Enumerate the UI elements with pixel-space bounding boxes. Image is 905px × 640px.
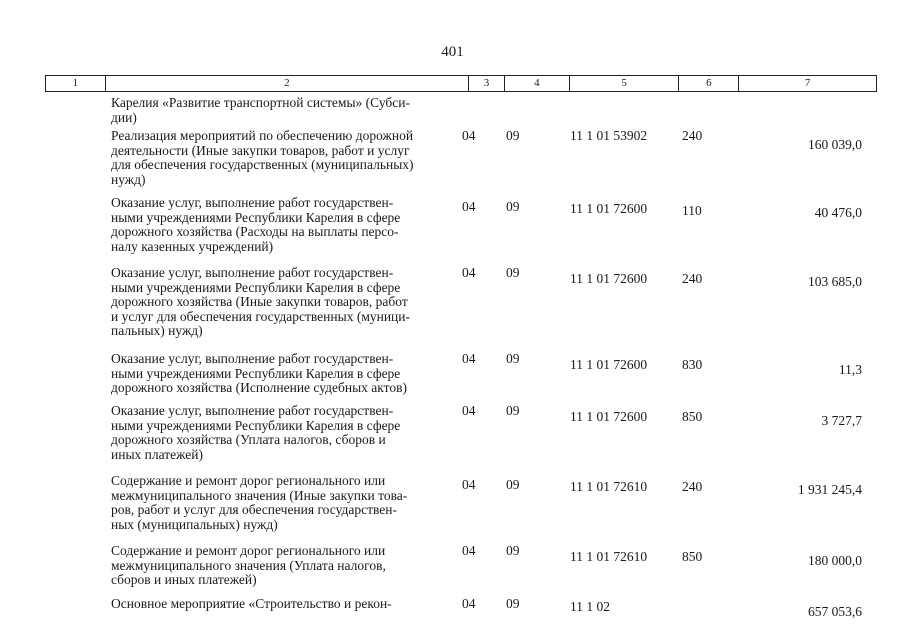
table-header-row: [45, 75, 877, 92]
row-name: Оказание услуг, выполнение работ государствен- ными учреждениями Республики Карелия в сфере дорожного хозяйства (Иные закупки товаров, работ и услуг для обеспечения государственных (муници- пальных) нужд): [111, 265, 411, 338]
row-amount: 160 039,0: [808, 137, 862, 152]
row-target-code: 11 1 02: [570, 599, 610, 614]
row-section: 04: [462, 265, 476, 280]
row-expense-type: 850: [682, 409, 703, 424]
row-subsection: 09: [506, 543, 520, 558]
row-name: Основное мероприятие «Строительство и рекон-: [111, 596, 392, 611]
row-name: Содержание и ремонт дорог регионального или межмуниципального значения (Уплата налогов, сборов и иных платежей): [111, 543, 386, 587]
row-expense-type: 850: [682, 549, 703, 564]
row-section: 04: [462, 403, 476, 418]
header-col-2: 2: [106, 76, 469, 91]
row-subsection: 09: [506, 199, 520, 214]
header-col-1: 1: [46, 76, 106, 91]
row-target-code: 11 1 01 72600: [570, 201, 648, 216]
row-expense-type: 110: [682, 203, 702, 218]
header-col-3: 3: [469, 76, 505, 91]
header-col-5: 5: [570, 76, 680, 91]
row-expense-type: 830: [682, 357, 703, 372]
row-target-code: 11 1 01 72600: [570, 409, 648, 424]
row-amount: 40 476,0: [814, 205, 862, 220]
row-target-code: 11 1 01 72610: [570, 549, 648, 564]
row-section: 04: [462, 596, 476, 611]
row-expense-type: 240: [682, 128, 703, 143]
row-expense-type: 240: [682, 271, 703, 286]
row-subsection: 09: [506, 477, 520, 492]
row-target-code: 11 1 01 72600: [570, 271, 648, 286]
row-section: 04: [462, 543, 476, 558]
row-name: Реализация мероприятий по обеспечению дорожной деятельности (Иные закупки товаров, работ и услуг для обеспечения государственных (муниципальных) нужд): [111, 128, 414, 187]
row-amount: 3 727,7: [821, 413, 862, 428]
row-name: Карелия «Развитие транспортной системы» (Субси- дии): [111, 95, 410, 125]
row-section: 04: [462, 351, 476, 366]
header-col-4: 4: [505, 76, 570, 91]
row-name: Оказание услуг, выполнение работ государствен- ными учреждениями Республики Карелия в сфере дорожного хозяйства (Исполнение судебных актов): [111, 351, 407, 395]
row-subsection: 09: [506, 596, 520, 611]
row-amount: 657 053,6: [808, 604, 862, 619]
row-subsection: 09: [506, 351, 520, 366]
row-target-code: 11 1 01 72610: [570, 479, 648, 494]
row-section: 04: [462, 477, 476, 492]
row-target-code: 11 1 01 53902: [570, 128, 648, 143]
row-name: Содержание и ремонт дорог регионального или межмуниципального значения (Иные закупки това- ров, работ и услуг для обеспечения государствен- ных (муниципальных) нужд): [111, 473, 408, 532]
row-subsection: 09: [506, 128, 520, 143]
row-subsection: 09: [506, 265, 520, 280]
row-amount: 11,3: [838, 362, 862, 377]
row-amount: 1 931 245,4: [797, 482, 862, 497]
row-subsection: 09: [506, 403, 520, 418]
row-name: Оказание услуг, выполнение работ государствен- ными учреждениями Республики Карелия в сфере дорожного хозяйства (Уплата налогов, сборов и иных платежей): [111, 403, 401, 462]
row-name: Оказание услуг, выполнение работ государствен- ными учреждениями Республики Карелия в сфере дорожного хозяйства (Расходы на выплаты персо- налу казенных учреждений): [111, 195, 401, 254]
header-col-6: 6: [679, 76, 739, 91]
row-section: 04: [462, 128, 476, 143]
row-amount: 103 685,0: [808, 274, 862, 289]
row-section: 04: [462, 199, 476, 214]
row-amount: 180 000,0: [808, 553, 862, 568]
header-col-7: 7: [804, 77, 811, 89]
page-number: 401: [441, 44, 464, 60]
row-expense-type: 240: [682, 479, 703, 494]
row-target-code: 11 1 01 72600: [570, 357, 648, 372]
